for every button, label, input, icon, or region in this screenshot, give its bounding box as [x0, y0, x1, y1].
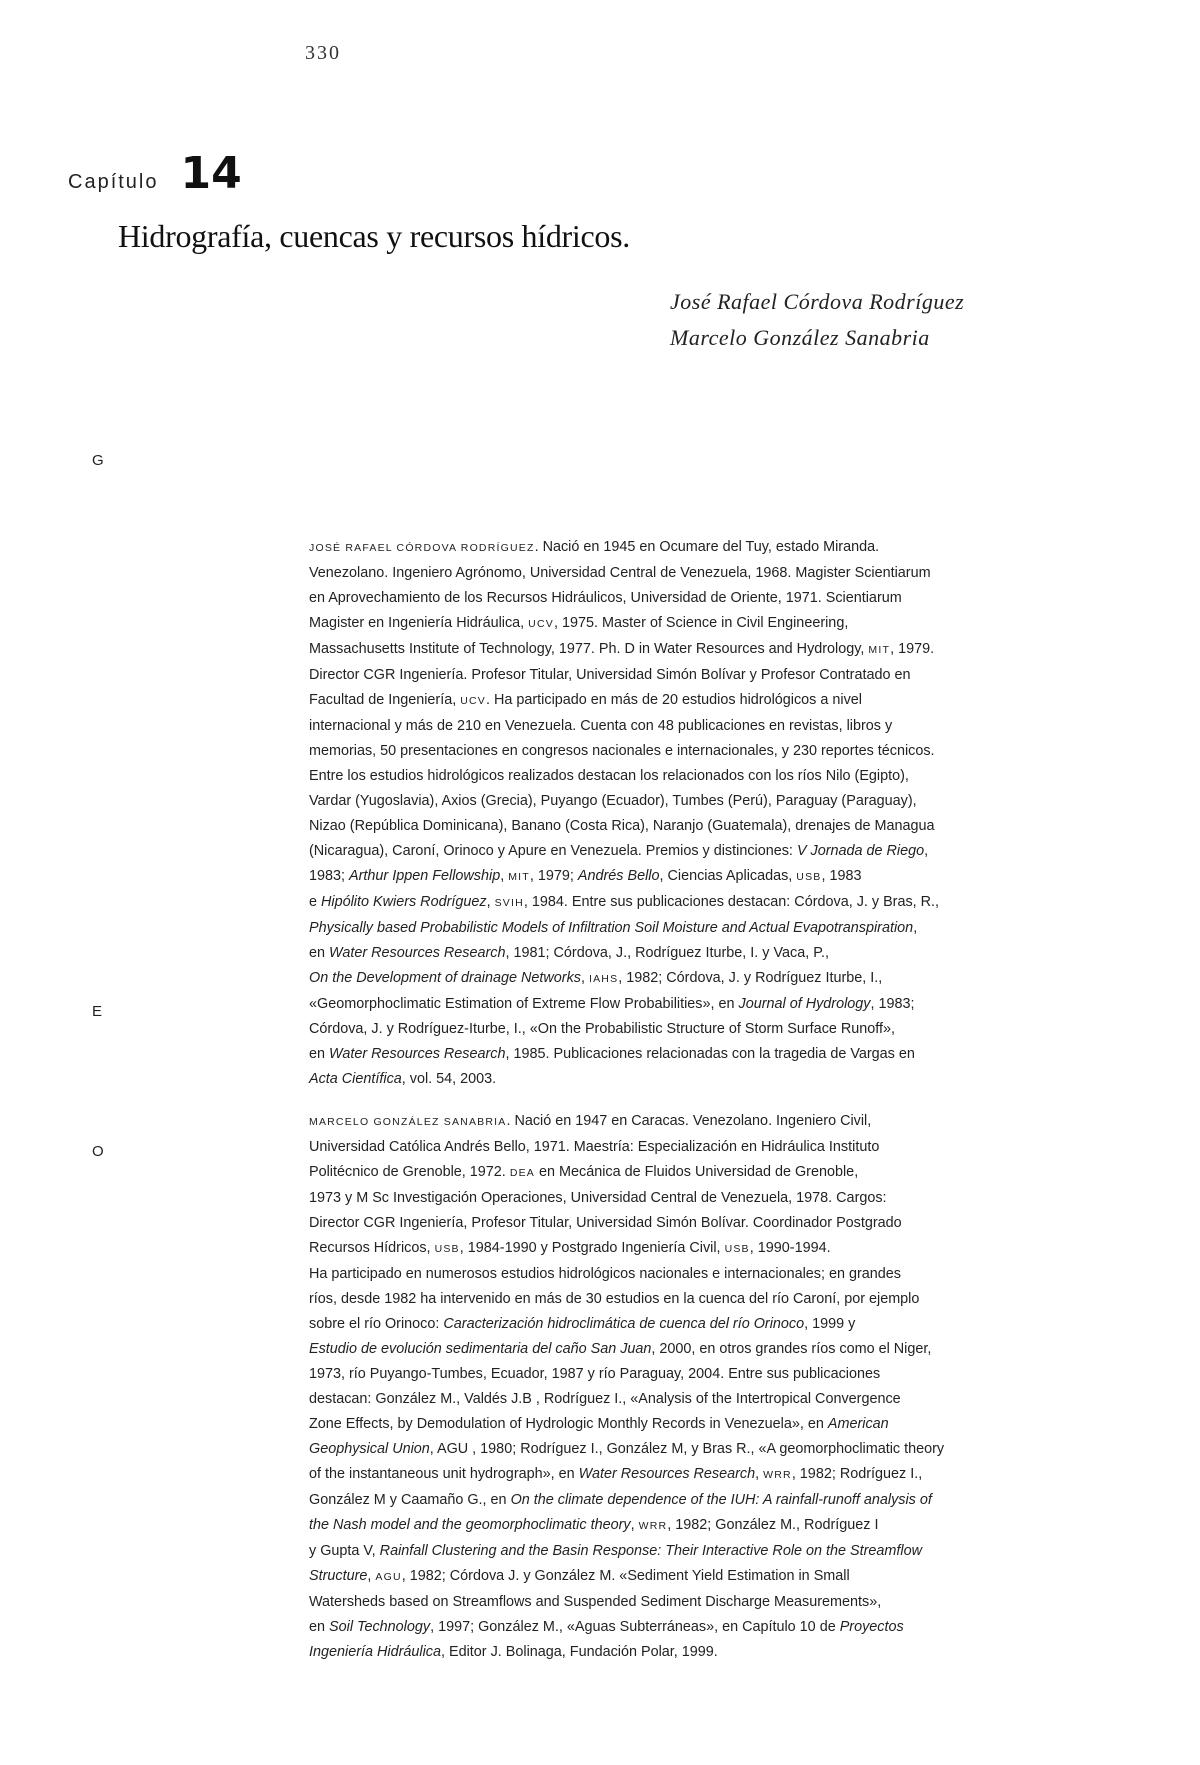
abbreviation: MIT: [508, 871, 530, 883]
text-run: of the instantaneous unit hydrograph», en: [309, 1466, 579, 1482]
text-run: 1983;: [309, 868, 350, 884]
text-run: Zone Effects, by Demodulation of Hydrologic Monthly Records in Venezuela», en: [309, 1416, 828, 1432]
text-run: Massachusetts Institute of Technology, 1977. Ph. D in Water Resources and Hydrology,: [309, 641, 869, 657]
text-run: Director CGR Ingeniería. Profesor Titular, Universidad Simón Bolívar y Profesor Contratado en: [309, 667, 911, 683]
text-run: ,: [924, 843, 929, 859]
text-run: sobre el río Orinoco:: [309, 1316, 444, 1332]
italic-text: Estudio de evolución sedimentaria del caño San Juan: [309, 1341, 652, 1357]
chapter-title: Hidrografía, cuencas y recursos hídricos.: [118, 218, 630, 254]
text-run: ,: [580, 970, 589, 986]
bio-line: [309, 688, 1054, 714]
abbreviation: WRR: [763, 1469, 792, 1481]
text-run: , 1999 y: [804, 1316, 856, 1332]
bio-line: [309, 916, 1054, 941]
italic-text: Soil Technology: [329, 1619, 431, 1635]
page-number: 330: [305, 42, 341, 64]
text-run: Director CGR Ingeniería, Profesor Titular, Universidad Simón Bolívar. Coordinador Postgrado: [309, 1215, 902, 1231]
text-run: (Nicaragua), Caroní, Orinoco y Apure en Venezuela. Premios y distinciones:: [309, 843, 797, 859]
text-run: destacan: González M., Valdés J.B , Rodríguez I., «Analysis of the Intertropical Convergence: [309, 1391, 901, 1407]
text-run: , 1983;: [870, 996, 915, 1012]
abbreviation: IAHS: [588, 973, 619, 985]
bio-line: [309, 561, 1054, 586]
text-run: , 1982; González M., Rodríguez I: [667, 1517, 879, 1533]
text-run: , 1997; González M., «Aguas Subterráneas», en Capítulo 10 de: [430, 1619, 840, 1635]
bio-line: [309, 1362, 1054, 1387]
bio-line: [309, 1160, 1054, 1186]
text-run: internacional y más de 210 en Venezuela. Cuenta con 48 publicaciones en revistas, libros y: [309, 718, 893, 734]
bio-line: [309, 1640, 1054, 1665]
bio-line: [309, 1067, 1054, 1092]
bio-line: [309, 1186, 1054, 1211]
text-run: ,: [755, 1466, 764, 1482]
bio-line: [309, 637, 1054, 663]
bio-line: [309, 839, 1054, 864]
italic-text: Water Resources Research: [329, 945, 506, 961]
bio-line: [309, 1236, 1054, 1262]
italic-text: Water Resources Research: [578, 1466, 756, 1482]
text-run: en Aprovechamiento de los Recursos Hidráulicos, Universidad de Oriente, 1971. Scientiarum: [309, 590, 902, 606]
text-run: e: [309, 894, 322, 910]
italic-text: Proyectos: [839, 1619, 904, 1635]
text-run: . Ha participado en más de 20 estudios hidrológicos a nivel: [485, 692, 862, 708]
text-run: Magister en Ingeniería Hidráulica,: [309, 615, 529, 631]
italic-text: Geophysical Union: [309, 1441, 430, 1457]
italic-text: On the climate dependence of the IUH: A rainfall-runoff analysis of: [510, 1492, 932, 1508]
author-name: José Rafael Córdova Rodríguez: [670, 289, 965, 314]
abbreviation: SVIH: [494, 897, 524, 909]
text-run: Córdova, J. y Rodríguez-Iturbe, I., «On the Probabilistic Structure of Storm Surface Runoff»,: [309, 1021, 896, 1037]
bio-line: [309, 1042, 1054, 1067]
italic-text: American: [827, 1416, 889, 1432]
text-run: «Geomorphoclimatic Estimation of Extreme Flow Probabilities», en: [309, 996, 739, 1012]
text-run: , 1975. Master of Science in Civil Engineering,: [553, 615, 849, 631]
text-run: Entre los estudios hidrológicos realizados destacan los relacionados con los ríos Nilo (Egipto),: [309, 768, 909, 784]
italic-text: Caracterización hidroclimática de cuenca del río Orinoco: [443, 1316, 805, 1332]
text-run: Ha participado en numerosos estudios hidrológicos nacionales e internacionales; en grandes: [309, 1266, 901, 1282]
bio-line: [309, 739, 1054, 764]
bio-line: [309, 714, 1054, 739]
author-bio-cordova: [309, 535, 1054, 1092]
text-run: ,: [500, 868, 509, 884]
text-run: Venezolano. Ingeniero Agrónomo, Universidad Central de Venezuela, 1968. Magister Scientiarum: [309, 565, 931, 581]
text-run: Recursos Hídricos,: [309, 1240, 435, 1256]
text-run: . Nació en 1947 en Caracas. Venezolano. Ingeniero Civil,: [506, 1113, 872, 1129]
text-run: , 1982; Rodríguez I.,: [791, 1466, 923, 1482]
abbreviation: USB: [724, 1243, 750, 1255]
bio-line: [309, 586, 1054, 611]
italic-text: Ingeniería Hidráulica: [309, 1644, 441, 1660]
text-run: memorias, 50 presentaciones en congresos nacionales e internacionales, y 230 reportes técnicos.: [309, 743, 935, 759]
bio-line: [309, 1135, 1054, 1160]
abbreviation: UCV: [460, 695, 486, 707]
bio-line: [309, 1387, 1054, 1412]
text-run: , 1983: [821, 868, 862, 884]
text-run: , 1982; Córdova, J. y Rodríguez Iturbe, I.,: [618, 970, 883, 986]
text-run: . Nació en 1945 en Ocumare del Tuy, estado Miranda.: [534, 539, 880, 555]
text-run: Facultad de Ingeniería,: [309, 692, 461, 708]
text-run: González M y Caamaño G., en: [309, 1492, 511, 1508]
side-letter: E: [92, 1003, 103, 1020]
abbreviation: UCV: [528, 618, 554, 630]
text-run: Universidad Católica Andrés Bello, 1971. Maestría: Especialización en Hidráulica Instituto: [309, 1139, 880, 1155]
bio-line: [309, 764, 1054, 789]
text-run: , Ciencias Aplicadas,: [659, 868, 797, 884]
italic-text: Structure: [309, 1568, 368, 1584]
bio-line: [309, 1109, 1054, 1135]
text-run: en: [309, 945, 330, 961]
italic-text: On the Development of drainage Networks: [309, 970, 581, 986]
text-run: , 1990-1994.: [749, 1240, 831, 1256]
bio-line: [309, 611, 1054, 637]
bio-line: [309, 1488, 1054, 1513]
author-name: Marcelo González Sanabria: [670, 325, 930, 350]
chapter-number: 14: [180, 148, 242, 199]
italic-text: Hipólito Kwiers Rodríguez: [321, 894, 487, 910]
bio-author-name: MARCELO GONZÁLEZ SANABRIA: [309, 1116, 507, 1128]
text-run: 1973 y M Sc Investigación Operaciones, Universidad Central de Venezuela, 1978. Cargos:: [309, 1190, 887, 1206]
italic-text: V Jornada de Riego: [796, 843, 925, 859]
text-run: Vardar (Yugoslavia), Axios (Grecia), Puyango (Ecuador), Tumbes (Perú), Paraguay (Paraguay),: [309, 793, 917, 809]
text-run: , 1979.: [890, 641, 935, 657]
text-run: , vol. 54, 2003.: [401, 1071, 497, 1087]
text-run: Watersheds based on Streamflows and Suspended Sediment Discharge Measurements»,: [309, 1594, 882, 1610]
bio-line: [309, 1312, 1054, 1337]
text-run: ,: [913, 920, 918, 936]
bio-line: [309, 1539, 1054, 1564]
side-letter: G: [92, 452, 104, 469]
author-bio-gonzalez: [309, 1109, 1054, 1665]
italic-text: Physically based Probabilistic Models of Infiltration Soil Moisture and Actual Evapotranspiration: [309, 920, 914, 936]
text-run: y Gupta V,: [309, 1543, 380, 1559]
italic-text: Arthur Ippen Fellowship: [349, 868, 501, 884]
text-run: , 1984. Entre sus publicaciones destacan: Córdova, J. y Bras, R.,: [523, 894, 940, 910]
bio-line: [309, 1615, 1054, 1640]
text-run: , 1984-1990 y Postgrado Ingeniería Civil,: [459, 1240, 725, 1256]
bio-line: [309, 1590, 1054, 1615]
text-run: , 1985. Publicaciones relacionadas con la tragedia de Vargas en: [505, 1046, 915, 1062]
bio-line: [309, 1462, 1054, 1488]
italic-text: Rainfall Clustering and the Basin Response: Their Interactive Role on the Streamflow: [379, 1543, 922, 1559]
chapter-label: Capítulo: [68, 171, 159, 193]
bio-line: [309, 1564, 1054, 1590]
text-run: Nizao (República Dominicana), Banano (Costa Rica), Naranjo (Guatemala), drenajes de Managua: [309, 818, 935, 834]
text-run: , 1981; Córdova, J., Rodríguez Iturbe, I. y Vaca, P.,: [505, 945, 829, 961]
side-letter: O: [92, 1143, 104, 1160]
text-run: Politécnico de Grenoble, 1972.: [309, 1164, 510, 1180]
text-run: ,: [486, 894, 495, 910]
bio-line: [309, 890, 1054, 916]
italic-text: Andrés Bello: [577, 868, 660, 884]
text-run: , Editor J. Bolinaga, Fundación Polar, 1999.: [441, 1644, 718, 1660]
bio-author-name: JOSÉ RAFAEL CÓRDOVA RODRÍGUEZ: [309, 542, 535, 554]
text-run: , 2000, en otros grandes ríos como el Niger,: [651, 1341, 932, 1357]
side-letters: [92, 0, 112, 1765]
italic-text: the Nash model and the geomorphoclimatic theory: [309, 1517, 631, 1533]
abbreviation: DEA: [509, 1167, 536, 1179]
text-run: ríos, desde 1982 ha intervenido en más de 30 estudios en la cuenca del río Caroní, por ejemplo: [309, 1291, 920, 1307]
abbreviation: AGU: [375, 1571, 402, 1583]
text-run: en Mecánica de Fluidos Universidad de Grenoble,: [535, 1164, 859, 1180]
abbreviation: USB: [434, 1243, 460, 1255]
text-run: 1973, río Puyango-Tumbes, Ecuador, 1987 y río Paraguay, 2004. Entre sus publicaciones: [309, 1366, 881, 1382]
bio-line: [309, 1211, 1054, 1236]
text-run: , 1979;: [529, 868, 578, 884]
italic-text: Journal of Hydrology: [738, 996, 871, 1012]
bio-line: [309, 1437, 1054, 1462]
bio-line: [309, 535, 1054, 561]
italic-text: Acta Científica: [309, 1071, 402, 1087]
bio-line: [309, 1287, 1054, 1312]
bio-line: [309, 966, 1054, 992]
bio-line: [309, 1513, 1054, 1539]
text-run: en: [309, 1046, 330, 1062]
text-run: , 1982; Córdova J. y González M. «Sediment Yield Estimation in Small: [401, 1568, 850, 1584]
bio-line: [309, 663, 1054, 688]
italic-text: Water Resources Research: [329, 1046, 506, 1062]
text-run: ,: [630, 1517, 639, 1533]
abbreviation: WRR: [638, 1520, 668, 1532]
bio-line: [309, 1262, 1054, 1287]
text-run: en: [309, 1619, 330, 1635]
bio-line: [309, 992, 1054, 1017]
text-run: ,: [367, 1568, 376, 1584]
bio-line: [309, 941, 1054, 966]
bio-line: [309, 1017, 1054, 1042]
text-run: , AGU , 1980; Rodríguez I., González M, y Bras R., «A geomorphoclimatic theory: [429, 1441, 945, 1457]
bio-line: [309, 1337, 1054, 1362]
abbreviation: USB: [796, 871, 822, 883]
abbreviation: MIT: [868, 644, 891, 656]
bio-line: [309, 864, 1054, 890]
bio-line: [309, 1412, 1054, 1437]
bio-line: [309, 814, 1054, 839]
bio-line: [309, 789, 1054, 814]
author-list: [670, 284, 964, 356]
